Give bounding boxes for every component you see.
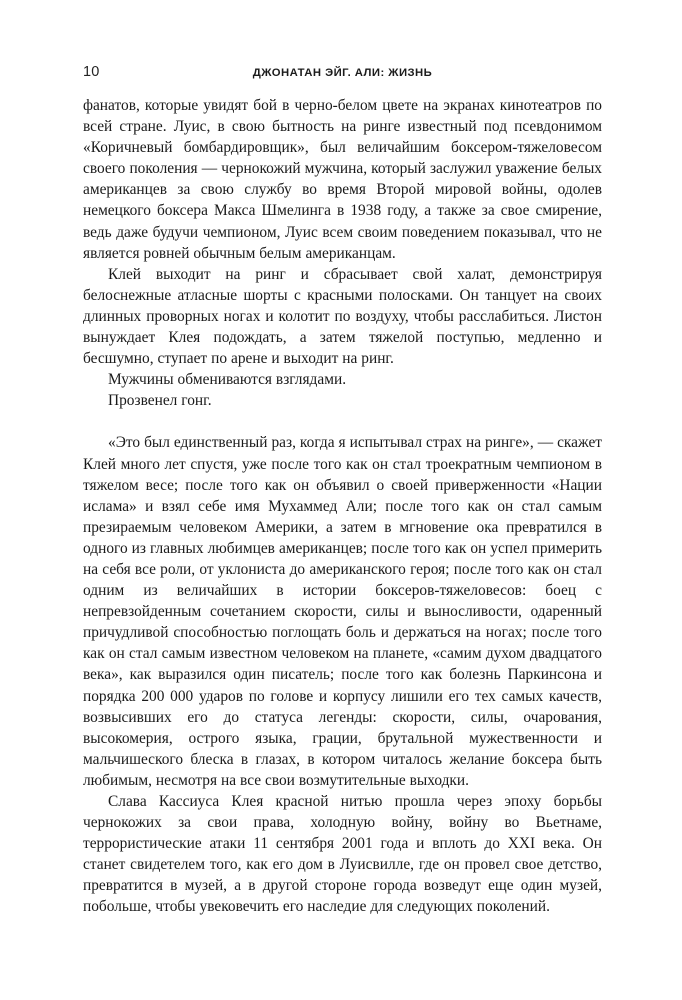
paragraph-men-exchange-glances: Мужчины обмениваются взглядами. [108, 371, 347, 389]
paragraph-clay-enters-ring: Клей выходит на ринг и сбрасывает свой халат, демонстрируя белоснежные атласные шорты с красными полосками. Он танцует на своих длинных проворных ногах и колотит по воздуху, чтобы расслабиться. Листон вынуждает Клея подождать, а затем тяжелой поступью, медленно и бесшумно, ступает по арене и выходит на ринг. [83, 265, 602, 368]
running-head-title: ДЖОНАТАН ЭЙГ. АЛИ: ЖИЗНЬ [252, 67, 433, 79]
section-break-spacer [83, 411, 602, 432]
running-head [83, 62, 602, 82]
paragraph-fans-louis: фанатов, которые увидят бой в черно-белом цвете на экранах кинотеатров по всей стране. Луис, в свою бытность на ринге известный под псевдонимом «Коричневый бомбардировщик», был величайшим боксером-тяжеловесом своего поколения — чернокожий мужчина, который заслужил уважение белых американцев за свою службу во время Второй мировой войны, одолев немецкого боксера Макса Шмелинга в 1938 году, а также за свое смирение, ведь даже будучи чемпионом, Луис всем своим поведением показывал, что не является ровней обычным белым американцам. [83, 97, 602, 262]
section-reflection [83, 432, 602, 917]
paragraph-quote-fear-in-ring: «Это был единственный раз, когда я испытывал страх на ринге», — скажет Клей много лет спустя, уже после того как он стал троекратным чемпионом в тяжелом весе; после того как он объявил о своей приверженности «Нации ислама» и взял себе имя Мухаммед Али; после того как он стал самым презираемым человеком Америки, а затем в мгновение ока превратился в одного из главных любимцев американцев; после того как он успел примерить на себя все роли, от уклониста до американского героя; после того как он стал одним из величайших в истории боксеров-тяжеловесов: боец с непревзойденным сочетанием скорости, силы и выносливости, одаренный причудливой способностью поглощать боль и держаться на ногах; после того как он стал самым известном человеком на планете, «самим духом двадцатого века», как выразился один писатель; после того как болезнь Паркинсона и порядка 200 000 ударов по голове и корпусу лишили его тех самых качеств, возвысивших его до статуса легенды: скорости, силы, очарования, высокомерия, острого языка, грации, брутальной мужественности и мальчишеского блеска в глазах, в котором читалось желание боксера быть любимым, несмотря на все свои возмутительные выходки. [83, 434, 602, 789]
body-text-block [83, 95, 602, 918]
paragraph-fame-of-cassius-clay: Слава Кассиуса Клея красной нитью прошла через эпоху борьбы чернокожих за свои права, холодную войну, войну во Вьетнаме, террористические атаки 11 сентября 2001 года и вплоть до XXI века. Он станет свидетелем того, как его дом в Луисвилле, где он провел свое детство, превратится в музей, а в другой стороне города возведут еще один музей, побольше, чтобы увековечить его наследие для следующих поколений. [83, 793, 602, 916]
paragraph-gong-sounded: Прозвенел гонг. [108, 392, 212, 410]
page-number: 10 [83, 64, 100, 80]
section-fight-scene [83, 95, 602, 411]
